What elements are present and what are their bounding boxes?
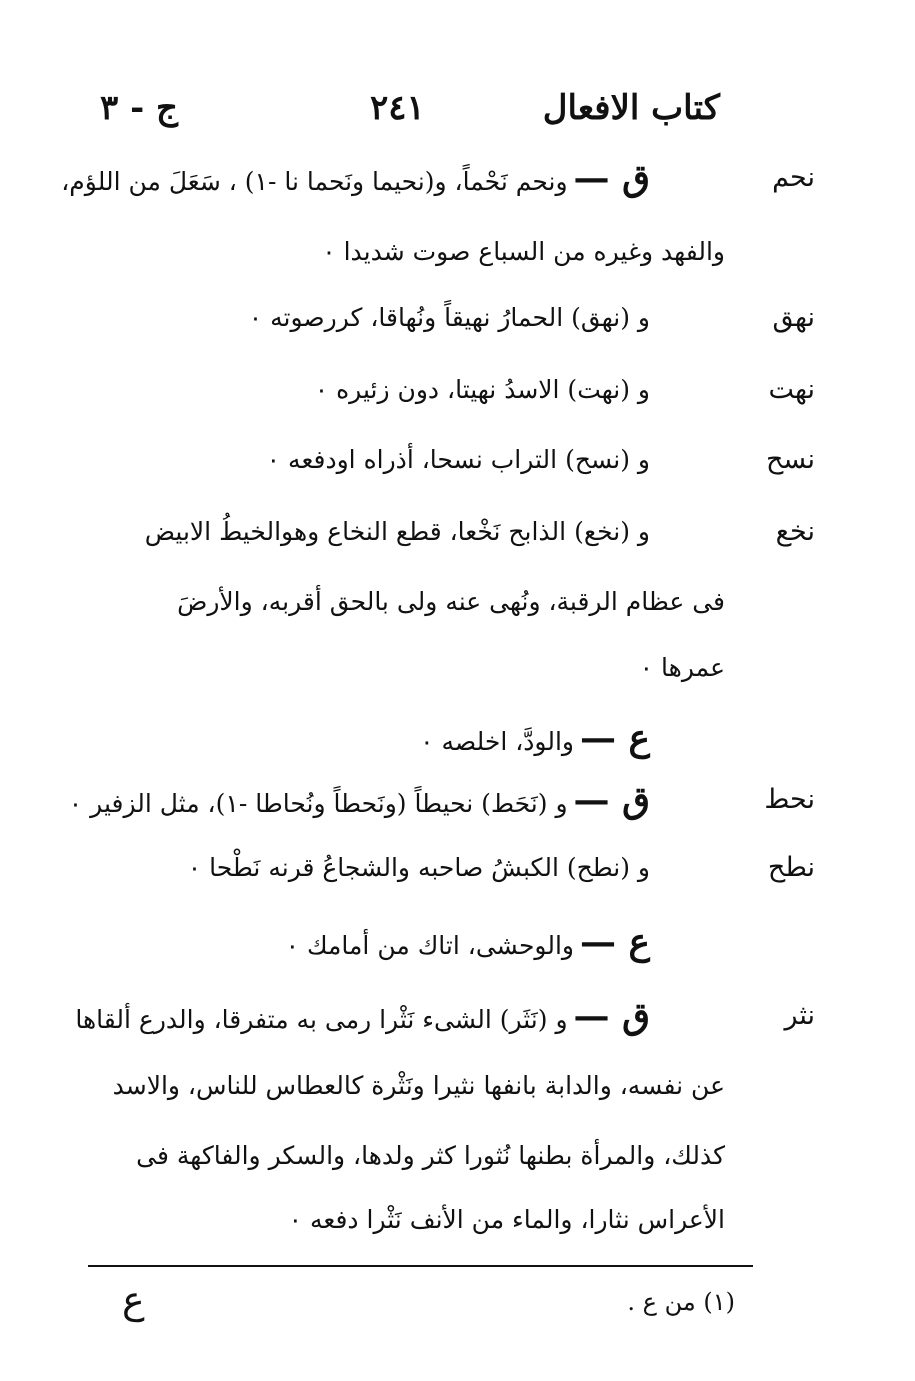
entry-line [289,1200,725,1240]
entry-text: و (نطح) الكبشُ صاحبه والشجاعُ قرنه نَطْحا ٠ [187,853,650,882]
entry-line [113,1066,725,1106]
headword: نحط [764,784,815,815]
headword: نسح [765,444,815,475]
entry-text: و (نَحَط) نحيطاً (ونَحطاً ونُحاطا -١)، مثل الزفير ٠ [68,789,568,818]
headword: نطح [767,852,815,883]
headword: نحم [772,162,815,193]
entry-line [286,922,650,962]
entry-line [420,718,650,758]
entry-line [75,996,650,1036]
entry-line [315,370,650,410]
entry-text: و (نَثَر) الشىء نَثْرا رمى به متفرقا، والدرع ألقاها [75,1005,568,1034]
headword: نثر [784,1000,815,1031]
entry-text: و (نهق) الحمارُ نهيقاً ونُهاقا، كررصوته ٠ [248,303,650,332]
signature-mark: ع [122,1278,145,1322]
entry-text: الأعراس نثارا، والماء من الأنف نَثْرا دفعه ٠ [288,1205,725,1234]
entry-text: و (نهت) الاسدُ نهيتا، دون زئيره ٠ [314,375,650,404]
entry-text: كذلك، والمرأة بطنها نُثورا كثر ولدها، والسكر والفاكهة فى [136,1141,725,1170]
entry-text: عن نفسه، والدابة بانفها نثيرا ونَثْرة كالعطاس للناس، والاسد [112,1071,725,1100]
footnote-divider [88,1265,753,1267]
entry-text: و (نسح) التراب نسحا، أذراه اودفعه ٠ [266,445,650,474]
entry-line [177,582,725,622]
entry-text: و (نخع) الذابح نَخْعا، قطع النخاع وهوالخيطُ الابيض [144,517,650,546]
entry-text: عمرها ٠ [639,653,725,682]
entry-line [322,232,725,272]
headword: نخع [775,516,815,547]
section-marker: ق — [573,995,650,1037]
entry-text: ونحم نَحْماً، و(نحيما ونَحما نا -١) ، سَعَلَ من اللؤم، [61,167,568,196]
volume-label: ج - ٣ [100,88,178,128]
section-marker: ع — [579,717,650,759]
page-header [100,88,720,148]
entry-line [188,848,650,888]
entry-text: والودَّ، اخلصه ٠ [420,727,574,756]
section-marker: ق — [573,779,650,821]
page-number: ٢٤١ [370,88,425,128]
entry-line [136,1136,725,1176]
book-title: كتاب الافعال [542,88,720,128]
headword: نهق [772,302,815,333]
entry-line [69,780,650,820]
footnote: (١) من ع . [627,1288,735,1316]
entry-line [145,512,650,552]
entry-line [267,440,650,480]
entry-line [640,648,725,688]
entry-line [61,158,650,198]
section-marker: ق — [573,157,650,199]
entry-text: فى عظام الرقبة، ونُهى عنه ولى بالحق أقربه، والأرضَ [177,587,725,616]
entry-text: والفهد وغيره من السباع صوت شديدا ٠ [322,237,725,266]
entry-text: والوحشى، اتاك من أمامك ٠ [285,931,574,960]
section-marker: ع — [579,921,650,963]
headword: نهت [768,374,815,405]
entry-line [249,298,650,338]
